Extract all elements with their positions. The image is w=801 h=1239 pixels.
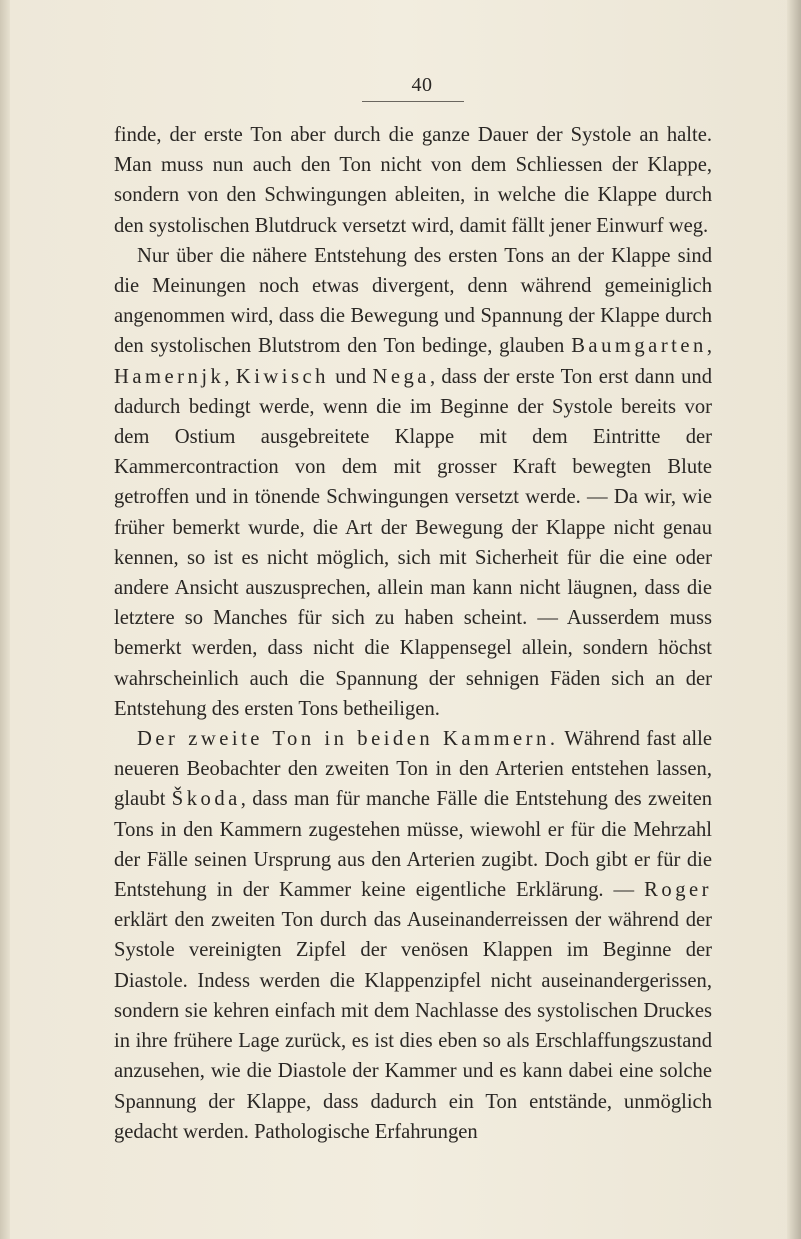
spaced-name: Nega: [372, 365, 430, 388]
body-text: [114, 120, 712, 1147]
text-run: ,: [706, 335, 712, 358]
text-run: und: [328, 365, 373, 388]
text-run: ,: [224, 365, 236, 388]
text-run: Während fast alle neueren Beobachter den zweiten Ton in den Arterien entstehen lassen, glaubt: [114, 728, 712, 811]
paragraph-2: [114, 241, 712, 724]
text-run: erklärt den zweiten Ton durch das Auseinanderreissen der während der Systole vereinigten Zipfel der venösen Klappen im Beginne der Diastole. Indess werden die Klappenzipfel nicht auseinandergerissen, sondern sie kehren einfach mit dem Nachlasse des systolischen Druckes in ihre frühere Lage zurück, es ist dies eben so als Erschlaffungszustand anzusehen, wie die Diastole der Kammer und es kann dabei eine solche Spannung der Klappe, dass dadurch ein Ton entstände, unmöglich gedacht werden. Pathologische Erfahrungen: [114, 909, 712, 1143]
paragraph-1: [114, 120, 712, 241]
page-number: 40: [411, 74, 433, 96]
text-run: Nur über die nähere Entstehung des ersten Tons an der Klappe sind die Meinungen noch etwas divergent, denn während gemeiniglich angenommen wird, dass die Bewegung und Spannung der Klappe durch den systolischen Blutstrom den Ton bedinge, glauben: [114, 244, 712, 358]
spaced-name: Der zweite Ton in beiden Kammern.: [137, 728, 559, 751]
spaced-name: Baumgarten: [571, 335, 707, 358]
text-run: , dass man für manche Fälle die Entstehung des zweiten Tons in den Kammern zugestehen müsse, wiewohl er für die Mehrzahl der Fälle seinen Ursprung aus den Arterien zugibt. Doch gibt er für die Entstehung in der Kammer keine eigentliche Erklärung. —: [114, 788, 713, 902]
spaced-name: Kiwisch: [235, 365, 329, 388]
text-run: , dass der erste Ton erst dann und dadurch bedingt werde, wenn die im Beginne der Systole bereits vor dem Ostium ausgebreitete Klappe mit dem Eintritte der Kammercontraction von dem mit grosser Kraft bewegten Blute getroffen und in tönende Schwingungen versetzt werde. — Da wir, wie früher bemerkt wurde, die Art der Bewegung der Klappe nicht genau kennen, so ist es nicht möglich, sich mit Sicherheit für die eine oder andere Ansicht auszusprechen, allein man kann nicht läugnen, dass die letztere so Manches für sich zu haben scheint. — Ausserdem muss bemerkt werden, dass nicht die Klappensegel allein, sondern höchst wahrscheinlich auch die Spannung der sehnigen Fäden sich an der Entstehung des ersten Tons betheiligen.: [114, 365, 712, 720]
paragraph-3: [114, 724, 712, 1147]
text-run: finde, der erste Ton aber durch die ganze Dauer der Systole an halte. Man muss nun auch den Ton nicht von dem Schliessen der Klappe, sondern von den Schwingungen ableiten, in welche die Klappe durch den systolischen Blutdruck versetzt wird, damit fällt jener Einwurf weg.: [114, 124, 712, 237]
page-right-edge: [787, 0, 801, 1239]
spaced-name: Škoda: [171, 788, 241, 811]
page-number-rule: [362, 101, 464, 102]
page-left-edge: [0, 0, 10, 1239]
spaced-name: Roger: [644, 879, 712, 902]
spaced-name: Hamernjk: [114, 365, 225, 388]
